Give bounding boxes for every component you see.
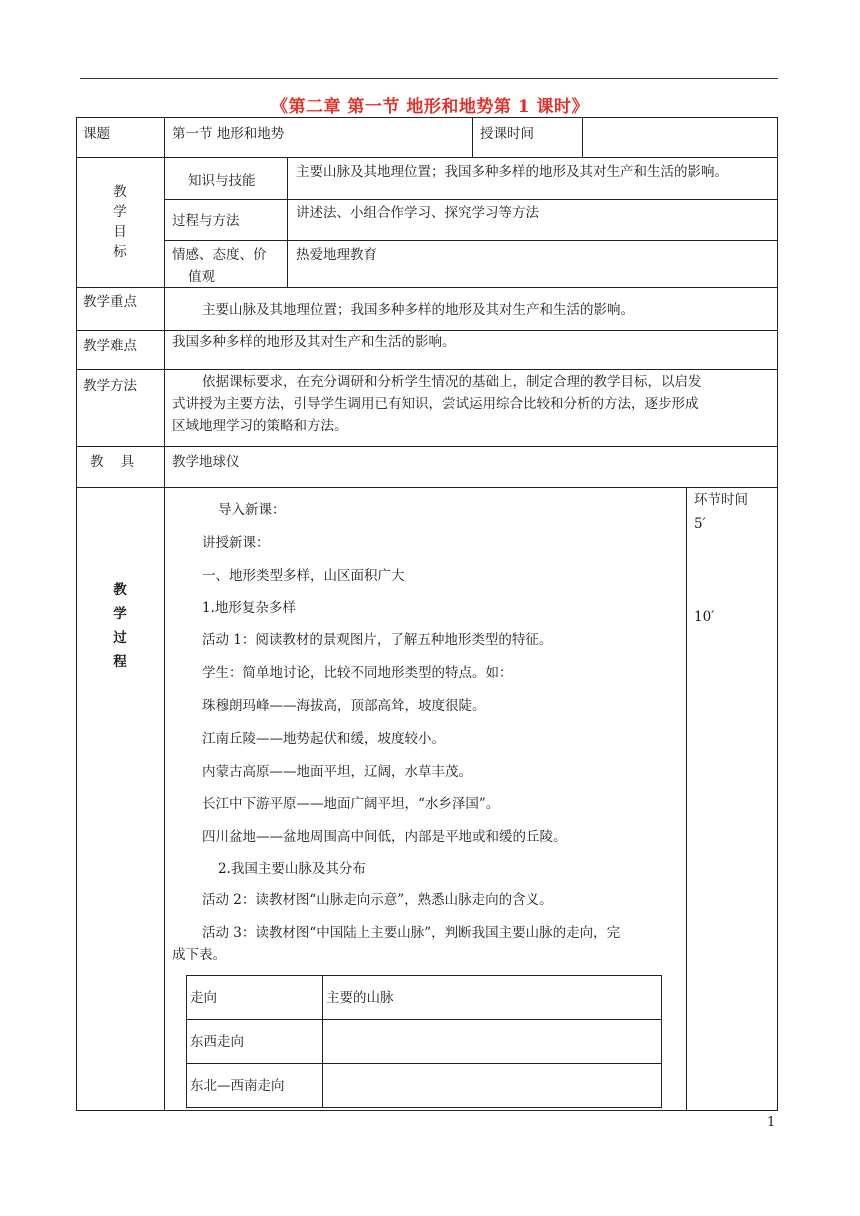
process-line-section1: 一、地形类型多样，山区面积广大 <box>202 568 405 584</box>
process-line-neimenggu: 内蒙古高原——地面平坦，辽阔，水草丰茂。 <box>202 764 472 780</box>
process-line-intro: 导入新课： <box>218 502 286 518</box>
inner-table-header-direction: 走向 <box>190 990 217 1006</box>
goal-text-emotion: 热爱地理教育 <box>296 247 377 263</box>
time-header: 环节时间 <box>694 492 748 508</box>
process-line-activity3: 活动 3：读教材图“中国陆上主要山脉”，判断我国主要山脉的走向，完 <box>202 925 621 941</box>
inner-table-row-ne-sw: 东北—西南走向 <box>190 1078 285 1094</box>
tools-label: 教 具 <box>90 454 135 470</box>
method-label: 教学方法 <box>83 378 137 394</box>
process-line-everest: 珠穆朗玛峰——海拔高，顶部高耸，坡度很陡。 <box>202 698 486 714</box>
process-label: 教 学 过 程 <box>113 582 127 670</box>
goal-text-process: 讲述法、小组合作学习、探究学习等方法 <box>296 205 539 221</box>
goal-text-knowledge: 主要山脉及其地理位置；我国多种多样的地形及其对生产和生活的影响。 <box>296 164 728 180</box>
process-line-changjiang: 长江中下游平原——地面广阔平坦，“水乡泽国”。 <box>202 796 500 812</box>
time-mark-10: 10′ <box>694 609 715 625</box>
page-number: 1 <box>767 1115 776 1130</box>
key-point-label: 教学重点 <box>83 294 137 310</box>
method-text-line3: 区域地理学习的策略和方法。 <box>172 418 348 434</box>
process-line-1: 1.地形复杂多样 <box>202 600 296 616</box>
difficulty-label: 教学难点 <box>83 338 137 354</box>
label-class-time: 授课时间 <box>480 126 534 142</box>
process-line-2: 2.我国主要山脉及其分布 <box>218 861 366 877</box>
goal-label-emotion-line2: 值观 <box>188 269 215 285</box>
key-point-text: 主要山脉及其地理位置；我国多种多样的地形及其对生产和生活的影响。 <box>202 302 634 318</box>
goal-label-knowledge: 知识与技能 <box>188 173 256 189</box>
process-line-sichuan: 四川盆地——盆地周围高中间低，内部是平地或和缓的丘陵。 <box>202 829 567 845</box>
process-line-student: 学生：简单地讨论，比较不同地形类型的特点。如： <box>202 665 513 681</box>
process-line-activity3-cont: 成下表。 <box>172 947 226 963</box>
process-line-activity1: 活动 1：阅读教材的景观图片，了解五种地形类型的特征。 <box>202 632 553 648</box>
process-line-activity2: 活动 2：读教材图“山脉走向示意”，熟悉山脉走向的含义。 <box>202 892 553 908</box>
document-title: 《第二章 第一节 地形和地势第 1 课时》 <box>270 97 589 117</box>
goal-label-emotion-line1: 情感、态度、价 <box>172 247 267 263</box>
method-text-line2: 式讲授为主要方法，引导学生调用已有知识，尝试运用综合比较和分析的方法，逐步形成 <box>172 396 699 412</box>
difficulty-text: 我国多种多样的地形及其对生产和生活的影响。 <box>172 334 456 350</box>
topic-value: 第一节 地形和地势 <box>172 126 285 142</box>
goals-label: 教 学 目 标 <box>113 184 127 260</box>
time-mark-5: 5′ <box>694 516 706 532</box>
inner-table-row-east-west: 东西走向 <box>190 1034 244 1050</box>
inner-table-header-mountains: 主要的山脉 <box>326 990 394 1006</box>
process-line-teach: 讲授新课： <box>202 535 270 551</box>
tools-text: 教学地球仪 <box>172 454 240 470</box>
method-text-line1: 依据课标要求，在充分调研和分析学生情况的基础上，制定合理的教学目标，以启发 <box>202 374 702 390</box>
goal-label-process: 过程与方法 <box>172 213 240 229</box>
label-topic: 课题 <box>83 126 110 142</box>
process-line-jiangnan: 江南丘陵——地势起伏和缓，坡度较小。 <box>202 731 445 747</box>
